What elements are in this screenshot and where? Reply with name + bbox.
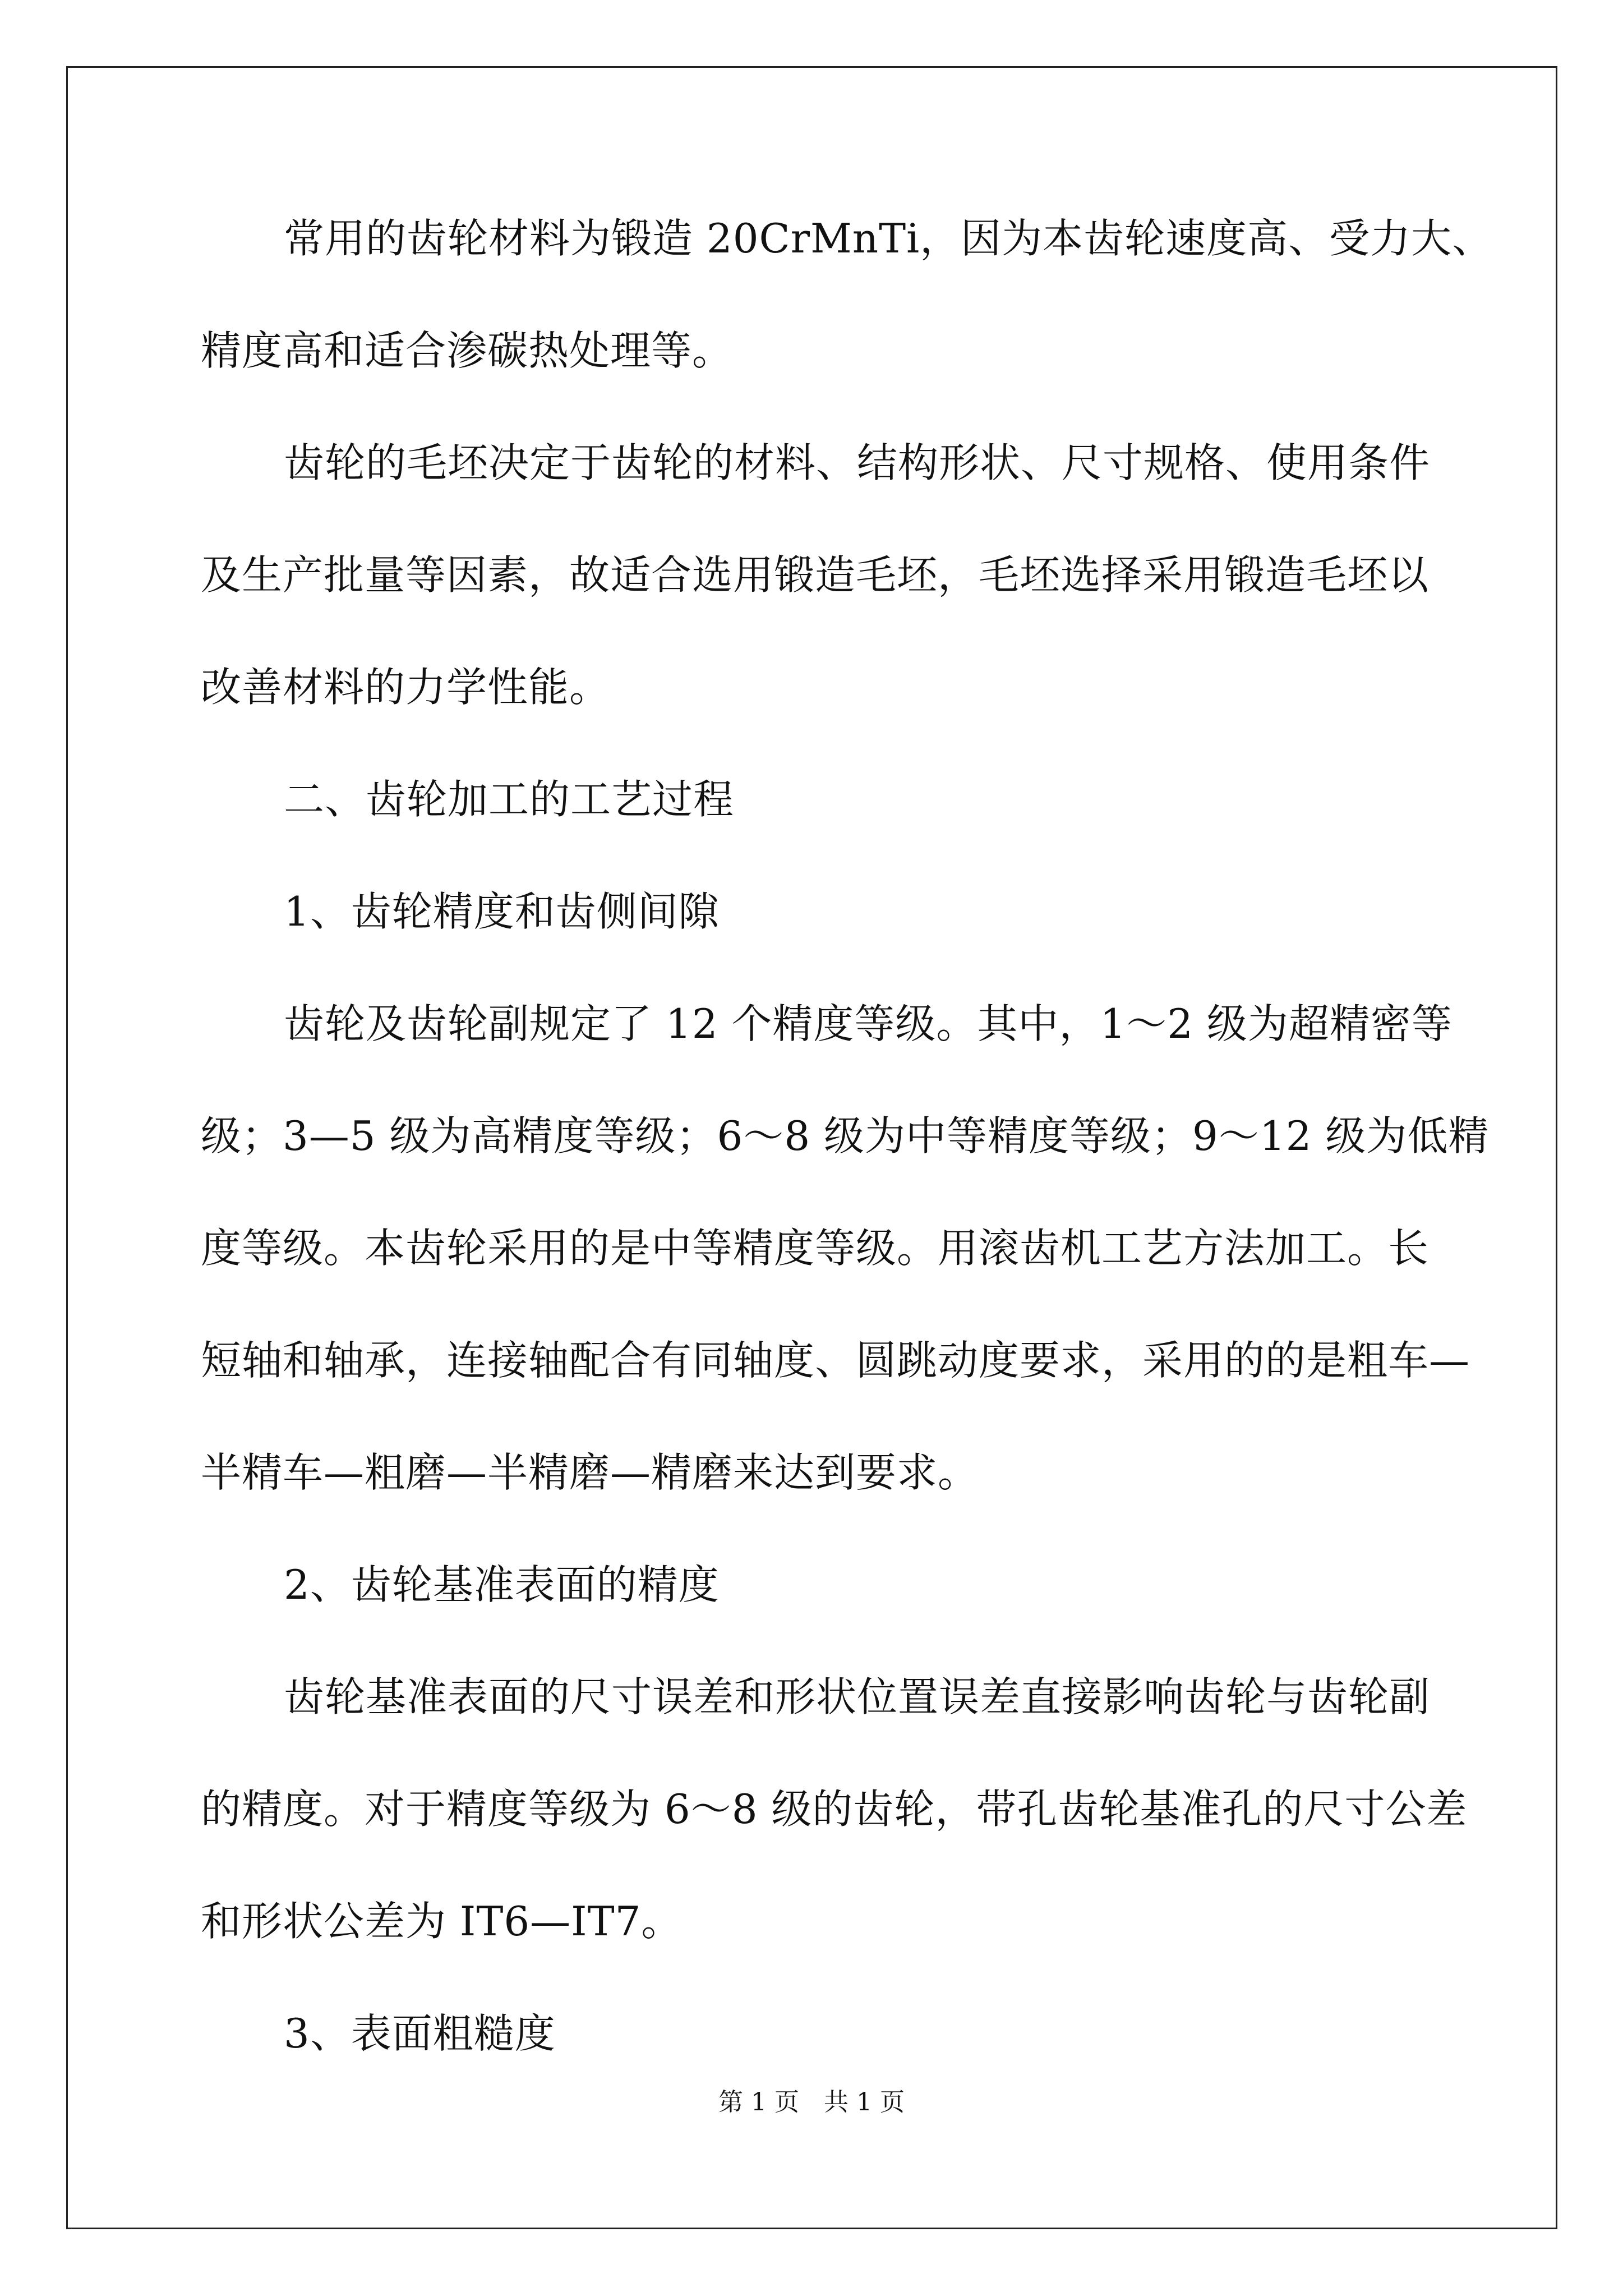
paragraph-line: 的精度。对于精度等级为 6～8 级的齿轮，带孔齿轮基准孔的尺寸公差 <box>201 1786 1468 1833</box>
paragraph-line: 度等级。本齿轮采用的是中等精度等级。用滚齿机工艺方法加工。长 <box>201 1225 1430 1272</box>
paragraph-line: 精度高和适合渗碳热处理等。 <box>201 327 734 374</box>
section-heading: 二、齿轮加工的工艺过程 <box>284 776 735 823</box>
paragraph-line: 短轴和轴承，连接轴配合有同轴度、圆跳动度要求，采用的的是粗车— <box>201 1337 1470 1384</box>
paragraph-line: 和形状公差为 IT6—IT7。 <box>201 1898 683 1945</box>
subsection-heading: 1、齿轮精度和齿侧间隙 <box>284 888 720 935</box>
subsection-heading: 3、表面粗糙度 <box>284 2010 556 2057</box>
paragraph-line: 齿轮基准表面的尺寸误差和形状位置误差直接影响齿轮与齿轮副 <box>284 1673 1431 1720</box>
paragraph-line: 齿轮的毛坯决定于齿轮的材料、结构形状、尺寸规格、使用条件 <box>284 439 1431 486</box>
paragraph-line: 级；3—5 级为高精度等级；6～8 级为中等精度等级；9～12 级为低精 <box>201 1112 1490 1159</box>
page-footer: 第 1 页 共 1 页 <box>718 2088 905 2116</box>
paragraph-line: 及生产批量等因素，故适合选用锻造毛坯，毛坯选择采用锻造毛坯以 <box>201 551 1430 599</box>
paragraph-line: 改善材料的力学性能。 <box>201 664 611 711</box>
subsection-heading: 2、齿轮基准表面的精度 <box>284 1561 720 1608</box>
paragraph-line: 半精车—粗磨—半精磨—精磨来达到要求。 <box>201 1449 979 1496</box>
paragraph-line: 常用的齿轮材料为锻造 20CrMnTi，因为本齿轮速度高、受力大、 <box>284 215 1493 262</box>
paragraph-line: 齿轮及齿轮副规定了 12 个精度等级。其中，1～2 级为超精密等 <box>284 1000 1453 1047</box>
